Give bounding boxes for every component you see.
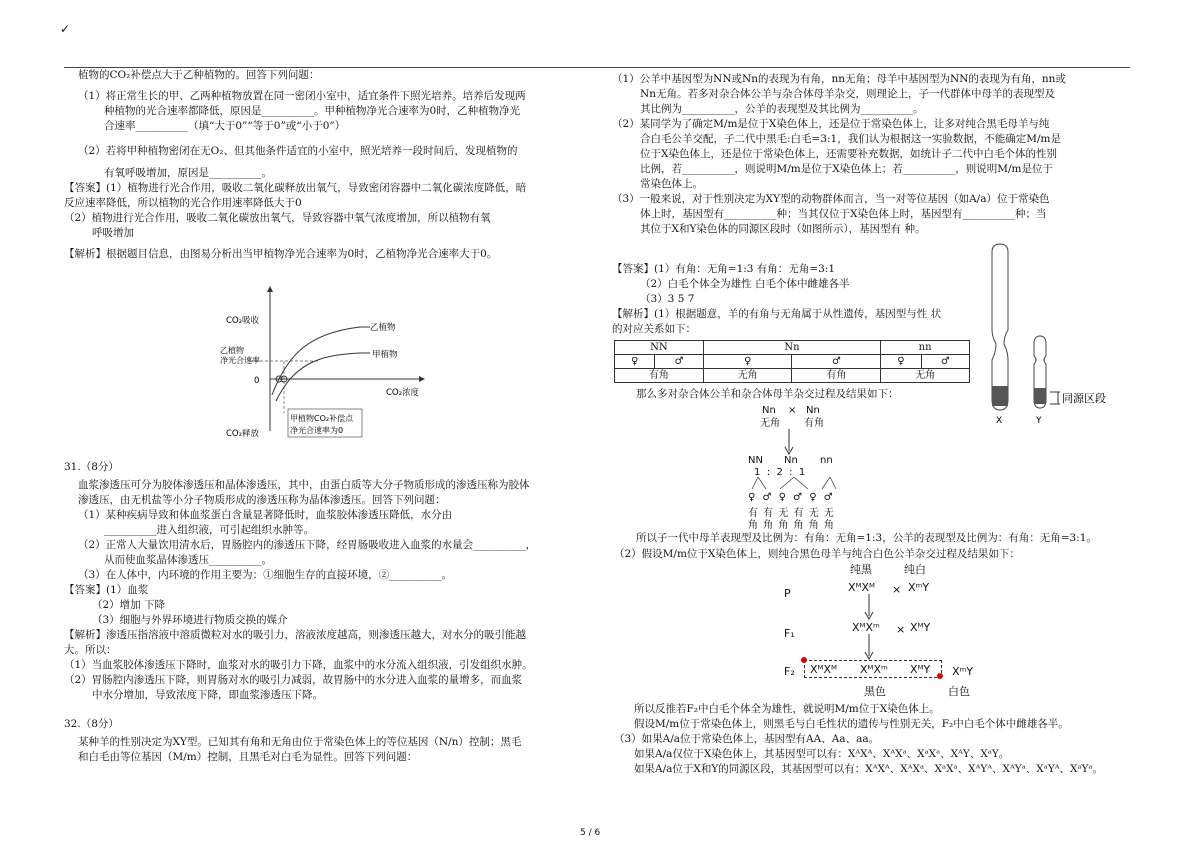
q32-answer-2: （2）白毛个体全为雄性 白毛个体中雌雄各半 bbox=[640, 278, 850, 290]
offspring-nn-rec: nn bbox=[820, 455, 833, 466]
analysis-part3-c: 如果A/a位于X和Y的同源区段，其基因型可以有：XᴬXᴬ、XᴬXᵃ、XᵃXᵃ、XᴬYᴬ、XᴬYᵃ、XᵃYᴬ、XᵃYᵃ。 bbox=[634, 763, 1104, 775]
black-label: 黑色 bbox=[864, 685, 886, 698]
q31-part1-a: （1）某种疾病导致和体血浆蛋白含量显著降低时，血浆胶体渗透压降低，水分由 bbox=[78, 509, 453, 521]
analysis-part3-a: （3）如果A/a位于常染色体上，基因型有AA、Aa、aa。 bbox=[614, 733, 880, 745]
page-number: 5 / 6 bbox=[580, 828, 601, 838]
q32-part1-c: 其比例为__________，公羊的表现型及其比例为__________。 bbox=[640, 103, 924, 115]
q30-answer-2b: 呼吸增加 bbox=[92, 227, 134, 239]
x-chromosome bbox=[992, 244, 1008, 410]
cross-arrow bbox=[784, 429, 794, 455]
q32-part1-a: （1）公羊中基因型为NN或Nn的表现为有角，nn无角；母羊中基因型为NN的表现为有角，nn或 bbox=[612, 73, 1066, 85]
q31-analysis-a: 【解析】渗透压指溶液中溶质微粒对水的吸引力，溶液浓度越高，则渗透压越大，对水分的吸引能越 bbox=[64, 629, 526, 641]
left-column bbox=[64, 68, 594, 262]
q32-part2-a: （2）某同学为了确定M/m是位于X染色体上，还是位于常染色体上，让多对纯合黑毛母羊与纯 bbox=[612, 118, 1050, 130]
cross-sign: × bbox=[788, 405, 797, 416]
f1-father-genotype: XᴹY bbox=[910, 621, 931, 634]
generation-f1: F₁ bbox=[784, 627, 795, 640]
corner-dot-icon bbox=[937, 673, 943, 679]
f1-cross-sign: × bbox=[896, 623, 906, 636]
q31-analysis-2b: 中水分增加，导致浓度下降，即血浆渗透压下降。 bbox=[92, 689, 323, 701]
offspring-ratio: 1 : 2 : 1 bbox=[754, 467, 806, 478]
q32-stem-b: 和白毛由等位基因（M/m）控制，且黑毛对白毛为显性。回答下列问题： bbox=[78, 751, 418, 763]
p-father-genotype: XᵐY bbox=[908, 581, 930, 594]
offspring-branches bbox=[748, 477, 844, 491]
q30-answer-1b: 反应速率降低，所以植物的光合作用速率降低大于0 bbox=[64, 197, 302, 209]
p-mother-genotype: XᴹXᴹ bbox=[848, 581, 876, 594]
q32-analysis-1a: 【解析】(1）根据题意，羊的有角与无角属于从性遗传，基因型与性 状 bbox=[612, 308, 942, 320]
yi-rate-label-1: 乙植物 bbox=[220, 346, 244, 355]
parent-phenotype-1: 无角 bbox=[760, 418, 780, 429]
cross-result: 所以子一代中母羊表现型及比例为：有角：无角=1:3，公羊的表现型及比例为：有角：无角=3:1。 bbox=[636, 532, 1097, 544]
pedigree-diagram bbox=[780, 562, 1000, 702]
cross-intro: 那么多对杂合体公羊和杂合体母羊杂交过程及结果如下： bbox=[636, 388, 899, 400]
offspring-phenotype-row2: 角 角 角 角 角 角 bbox=[748, 520, 835, 531]
table-genotype-nn-het: Nn bbox=[703, 341, 881, 355]
photosynthesis-graph bbox=[210, 283, 450, 443]
p-cross-sign: × bbox=[892, 583, 902, 596]
callout-line1: 甲植物CO₂补偿点 bbox=[290, 414, 354, 423]
generation-f2: F₂ bbox=[784, 665, 795, 678]
q31-stem-b: 渗透压，由无机盐等小分子物质形成的渗透压称为晶体渗透压。回答下列问题： bbox=[78, 494, 446, 506]
yi-rate-label-2: 净光合速率 bbox=[220, 356, 260, 365]
q30-intro: 植物的CO₂补偿点大于乙种植物的。回答下列问题： bbox=[78, 69, 320, 81]
male-icon: ♂ bbox=[655, 355, 703, 369]
f1-to-f2-arrow bbox=[864, 634, 874, 660]
q31-answer-1: 【答案】(1）血浆 bbox=[64, 584, 149, 596]
q31-answer-3: （3）细胞与外界环境进行物质交换的媒介 bbox=[92, 614, 288, 626]
q30-answer-2a: （2）植物进行光合作用，吸收二氧化碳放出氧气，导致容器中氧气浓度增加，所以植物有氧 bbox=[64, 212, 491, 224]
checkmark-icon: ✓ bbox=[60, 22, 71, 36]
white-label: 白色 bbox=[948, 685, 970, 698]
pure-black-label: 纯黑 bbox=[850, 563, 872, 576]
q32-title: 32.（8分） bbox=[64, 718, 119, 730]
q32-analysis-1b: 的对应关系如下： bbox=[612, 323, 696, 335]
q32-part2-d: 比例，若__________，则说明M/m是位于X染色体上；若__________，则说明M/m是位于 bbox=[640, 163, 1053, 175]
f1-mother-genotype: XᴹXᵐ bbox=[852, 621, 880, 634]
offspring-phenotype-row1: 有 有 无 有 无 无 bbox=[748, 508, 835, 519]
right-column bbox=[612, 72, 1140, 237]
f2-genotype-c: XᴹY bbox=[910, 663, 931, 676]
curve-jia bbox=[276, 353, 370, 401]
female-icon: ♀ bbox=[881, 355, 921, 369]
y-top-label: CO₂吸收 bbox=[226, 316, 260, 326]
q31-answer-2: （2）增加 下降 bbox=[92, 599, 166, 611]
q32-part3-a: （3）一般来说，对于性别决定为XY型的动物群体而言，当一对等位基因（如A/a）位于常染色 bbox=[612, 193, 1050, 205]
f2-genotype-a: XᴹXᴹ bbox=[810, 663, 838, 676]
q30-part2-line1: （2）若将甲种植物密闭在无O₂、但其他条件适宜的小室中，照光培养一段时间后，发现植物的 bbox=[78, 145, 518, 157]
analysis-part3-b: 如果A/a仅位于X染色体上，其基因型可以有：XᴬXᴬ、XᴬXᵃ、XᵃXᵃ、XᴬY、XᵃY。 bbox=[634, 748, 1010, 760]
q32-part2-e: 常染色体上。 bbox=[640, 178, 703, 190]
generation-p: P bbox=[784, 587, 791, 600]
q31-title: 31.（8分） bbox=[64, 461, 119, 473]
male-icon: ♂ bbox=[921, 355, 969, 369]
q32-answer-1: 【答案】(1）有角：无角=1:3 有角：无角=3:1 bbox=[612, 263, 836, 275]
q31-part2-a: （2）正常人大量饮用清水后，胃肠腔内的渗透压下降，经胃肠吸收进入血浆的水量会__________， bbox=[78, 539, 537, 551]
curve-jia-label: 甲植物 bbox=[372, 350, 398, 360]
analysis-part2: （2）假设M/m位于X染色体上，则纯合黑色母羊与纯合白色公羊杂交过程及结果如下： bbox=[614, 548, 1020, 560]
parent-phenotype-2: 有角 bbox=[804, 418, 824, 429]
corner-dot-icon bbox=[801, 657, 807, 663]
table-genotype-nn-rec: nn bbox=[881, 341, 970, 355]
genotype-table bbox=[614, 340, 970, 383]
f2-genotype-b: XᴹXᵐ bbox=[860, 663, 888, 676]
q30-part2-line2: 有氧呼吸增加，原因是__________。 bbox=[104, 167, 272, 179]
offspring-sexes: ♀ ♂ ♀ ♂ ♀ ♂ bbox=[748, 492, 835, 503]
q30-answer-1a: 【答案】(1）植物进行光合作用，吸收二氧化碳释放出氧气，导致密闭容器中二氧化碳浓度降低，暗 bbox=[64, 182, 527, 194]
phenotype-hornless: 无角 bbox=[703, 369, 792, 383]
male-icon: ♂ bbox=[792, 355, 881, 369]
offspring-nn-het: Nn bbox=[784, 455, 798, 466]
q31-analysis-1: （1）当血浆胶体渗透压下降时，血浆对水的吸引力下降，血浆中的水分流入组织液，引发组织水肿。 bbox=[64, 659, 533, 671]
y-chromosome-label: Y bbox=[1036, 416, 1042, 425]
q32-part3-c: 其位于X和Y染色体的同源区段时（如图所示），基因型有 种。 bbox=[640, 223, 926, 235]
x-homologous-region bbox=[992, 386, 1008, 406]
q31-analysis-b: 大。所以： bbox=[64, 644, 117, 656]
parent-genotype-2: Nn bbox=[806, 405, 820, 416]
q31-part1-b: __________进入组织液，可引起组织水肿等。 bbox=[104, 524, 314, 536]
table-genotype-nn: NN bbox=[615, 341, 704, 355]
x-chromosome-label: X bbox=[996, 416, 1003, 425]
origin-label: 0 bbox=[254, 376, 260, 386]
q32-stem-a: 某种羊的性别决定为XY型。已知其有角和无角由位于常染色体上的等位基因（N/n）控制；黑毛 bbox=[78, 736, 522, 748]
x-label: CO₂浓度 bbox=[386, 388, 420, 398]
q31-analysis-2a: （2）胃肠腔内渗透压下降，则胃肠对水的吸引力减弱，故胃肠中的水分进入血浆的量增多，而血浆 bbox=[64, 674, 523, 686]
homologous-region-label: 同源区段 bbox=[1062, 392, 1106, 405]
female-icon: ♀ bbox=[703, 355, 792, 369]
f2-genotype-d: XᵐY bbox=[952, 665, 974, 678]
chromosome-figure bbox=[980, 240, 1110, 425]
phenotype-hornless: 无角 bbox=[881, 369, 970, 383]
right-bottom-block bbox=[614, 702, 1144, 777]
q30-part1-line1: （1）将正常生长的甲、乙两种植物放置在同一密闭小室中，适宜条件下照光培养。培养后发现两 bbox=[78, 90, 526, 102]
conclusion-autosomal: 假设M/m位于常染色体上，则黑毛与白毛性状的遗传与性别无关，F₂中白毛个体中雌雄各半。 bbox=[634, 718, 1069, 730]
q30-analysis: 【解析】根据题目信息，由图易分析出当甲植物净光合速率为0时，乙植物净光合速率大于0。 bbox=[64, 248, 498, 260]
q32-part2-b: 合白毛公羊交配，子二代中黑毛:白毛=3:1，我们认为根据这一实验数据，不能确定M/m是 bbox=[640, 133, 1061, 145]
phenotype-horned: 有角 bbox=[615, 369, 704, 383]
p-to-f1-arrow bbox=[864, 594, 874, 620]
y-bottom-label: CO₂释放 bbox=[226, 429, 260, 439]
offspring-nn: NN bbox=[748, 455, 763, 466]
q32-part3-b: 体上时，基因型有__________种；当其仅位于X染色体上时，基因型有__________种；当 bbox=[640, 208, 1047, 220]
q32-answer-3: （3）3 5 7 bbox=[640, 293, 695, 305]
q31-part3: （3）在人体中，内环境的作用主要为：①细胞生存的直接环境，②__________。 bbox=[78, 569, 453, 581]
q32-part1-b: Nn无角。若多对杂合体公羊与杂合体母羊杂交，则理论上，子一代群体中母羊的表现型及 bbox=[640, 88, 1055, 100]
conclusion-x-linked: 所以反推若F₂中白毛个体全为雄性，就说明M/m位于X染色体上。 bbox=[634, 703, 940, 715]
parent-genotype-1: Nn bbox=[762, 405, 776, 416]
pure-white-label: 纯白 bbox=[904, 563, 926, 576]
q31-stem-a: 血浆渗透压可分为胶体渗透压和晶体渗透压，其中，由蛋白质等大分子物质形成的渗透压称为胶体 bbox=[78, 479, 530, 491]
callout-line2: 净光合速率为0 bbox=[290, 426, 344, 435]
phenotype-horned: 有角 bbox=[792, 369, 881, 383]
left-column-lower bbox=[64, 460, 604, 765]
curve-yi-label: 乙植物 bbox=[370, 323, 396, 333]
female-icon: ♀ bbox=[615, 355, 655, 369]
y-homologous-region bbox=[1034, 388, 1046, 404]
q30-part1-line2: 种植物的光合速率都降低，原因是__________。甲种植物净光合速率为0时，乙种植物净光 bbox=[104, 105, 521, 117]
q31-part2-b: 从而使血浆晶体渗透压__________。 bbox=[104, 554, 272, 566]
q30-part1-line3: 合速率__________（填“大于0”“等于0”或“小于0”） bbox=[104, 120, 346, 132]
q32-part2-c: 位于X染色体上，还是位于常染色体上，还需要补充数据，如统计子二代中白毛个体的性别 bbox=[640, 148, 1057, 160]
